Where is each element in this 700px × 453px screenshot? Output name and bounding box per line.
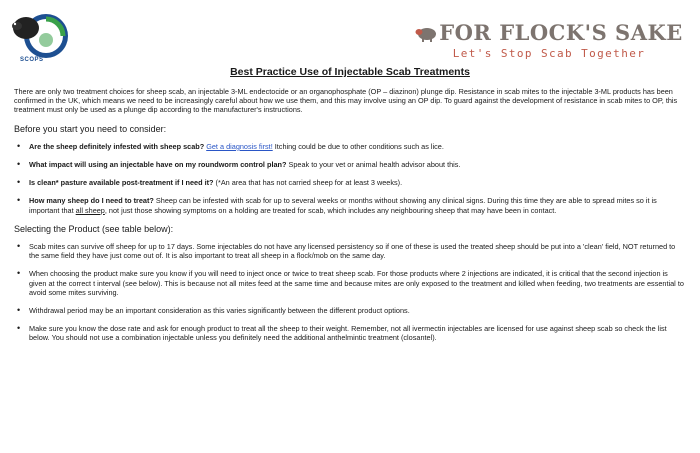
section-heading-selecting: Selecting the Product (see table below): <box>14 223 174 234</box>
answer-text: (*An area that has not carried sheep for at least 3 weeks). <box>213 178 403 188</box>
list-item: • Scab mites can survive off sheep for up to 17 days. Some injectables do not have any licensed persistency so if one of these is used the treated sheep should be put into a 'clean' field, NOT returned to the same field they have just come out of. It is also important to treat all sheep in a flock/mob on the same day. <box>14 242 686 260</box>
brand-tagline: Let's Stop Scab Together <box>452 47 646 60</box>
brand-block <box>414 20 684 60</box>
answer-text: Speak to your vet or animal health advisor about this. <box>286 160 461 170</box>
list-item <box>14 160 686 169</box>
brand-title <box>414 20 684 45</box>
sheep-icon <box>415 25 437 42</box>
list-item: • When choosing the product make sure you know if you will need to inject once or twice to treat sheep scab. For those products where 2 injections are indicated, it is critical that the second injection is given at the correct t interval (see below). This is because not all mites feed at the same time and because mites are only exposed to the treatment and killed when feeding, two treatments are essential to avoid some mites surviving. <box>14 269 686 297</box>
underlined-text: all sheep <box>75 205 105 215</box>
list-item: • Withdrawal period may be an important consideration as this varies significantly between the different product options. <box>14 306 686 315</box>
answer-text: Itching could be due to other conditions such as lice. <box>272 141 444 151</box>
question-text: Are the sheep definitely infested with sheep scab? <box>29 141 205 151</box>
brand-title-text: FOR FLOCK'S SAKE <box>439 20 683 45</box>
section-heading-before: Before you start you need to consider: <box>14 123 167 134</box>
answer-text: Sheep can be infested with scab for up to several weeks or months without showing any clinical signs. During this time they are able to spread mites so it is important that <box>29 196 657 215</box>
document-body <box>14 87 686 352</box>
document-title: Best Practice Use of Injectable Scab Treatments <box>230 66 470 78</box>
intro-paragraph: There are only two treatment choices for sheep scab, an injectable 3-ML endectocide or an organophosphate (OP – diazinon) plunge dip. Resistance in scab mites to the injectable 3-ML products has been confirmed in the UK, which means we need to be increasingly careful about how we use them, and this may involve using an OP dip. To guard against the development of resistance in scab mites to OP, this treatment must only be used as a plunge dip according to the manufacturer's instructions. <box>14 87 678 115</box>
scops-logo-text: SCOPS <box>20 57 44 63</box>
list-item <box>14 178 686 187</box>
list-item <box>14 142 686 151</box>
product-selection-list <box>14 242 686 343</box>
list-item <box>14 196 686 214</box>
question-text: Is clean* pasture available post-treatment if I need it? <box>29 178 214 188</box>
answer-text: , not just those showing symptoms on a holding are treated for scab, which includes any neighbouring sheep that may have been in contact. <box>104 205 557 215</box>
considerations-list <box>14 142 686 215</box>
diagnosis-link[interactable]: Get a diagnosis first! <box>206 141 273 151</box>
question-text: What impact will using an injectable have on my roundworm control plan? <box>29 160 287 170</box>
question-text: How many sheep do I need to treat? <box>29 196 154 206</box>
list-item: • Make sure you know the dose rate and ask for enough product to treat all the sheep to their weight. Remember, not all ivermectin injectables are licensed for use against sheep scab so check the list below. You should not use a combination injectable unless you definitely need the additional anthelmintic treatment (closantel). <box>14 324 686 342</box>
